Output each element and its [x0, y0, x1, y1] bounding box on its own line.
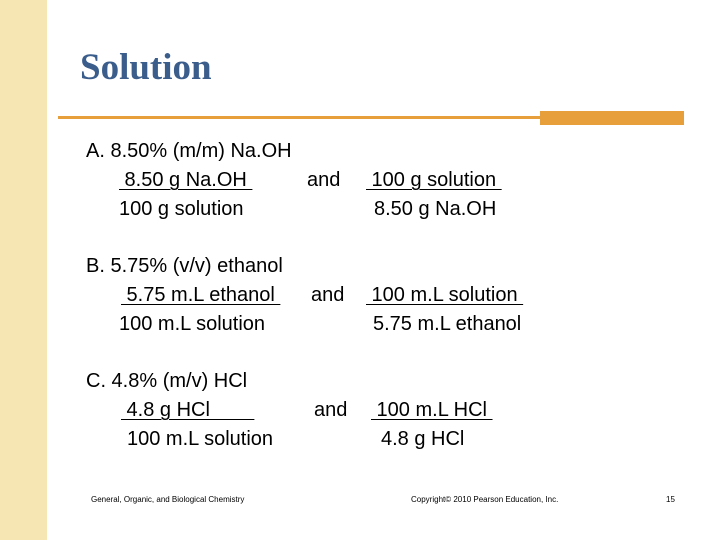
- item-a-heading: A. 8.50% (m/m) Na.OH: [86, 140, 292, 162]
- item-b-fraction1-denominator: 100 m.L solution: [119, 313, 266, 335]
- item-a-fraction1-numerator: 8.50 g Na.OH: [119, 169, 253, 191]
- item-a-connector: and: [307, 169, 341, 191]
- item-a-fraction2-numerator: 100 g solution: [366, 169, 502, 191]
- footer-course-title: General, Organic, and Biological Chemistry: [91, 495, 245, 504]
- item-c-fraction1-numerator: 4.8 g HCl: [121, 399, 255, 421]
- item-c-fraction2-numerator: 100 m.L HCl: [371, 399, 493, 421]
- item-b-fraction2-numerator: 100 m.L solution: [366, 284, 524, 306]
- page-number: 15: [666, 495, 675, 504]
- left-decorative-bar: [0, 0, 47, 540]
- title-divider-accent: [540, 111, 684, 125]
- item-a-fraction2-denominator: 8.50 g Na.OH: [374, 198, 497, 220]
- slide-title: Solution: [80, 47, 212, 88]
- item-c-heading: C. 4.8% (m/v) HCl: [86, 370, 248, 392]
- footer-copyright: Copyright© 2010 Pearson Education, Inc.: [411, 495, 559, 504]
- item-c-fraction2-denominator: 4.8 g HCl: [381, 428, 465, 450]
- item-c-connector: and: [314, 399, 348, 421]
- item-c-fraction1-denominator: 100 m.L solution: [127, 428, 274, 450]
- item-a-fraction1-denominator: 100 g solution: [119, 198, 244, 220]
- item-b-heading: B. 5.75% (v/v) ethanol: [86, 255, 283, 277]
- item-b-fraction2-denominator: 5.75 m.L ethanol: [373, 313, 522, 335]
- item-b-connector: and: [311, 284, 345, 306]
- item-b-fraction1-numerator: 5.75 m.L ethanol: [121, 284, 281, 306]
